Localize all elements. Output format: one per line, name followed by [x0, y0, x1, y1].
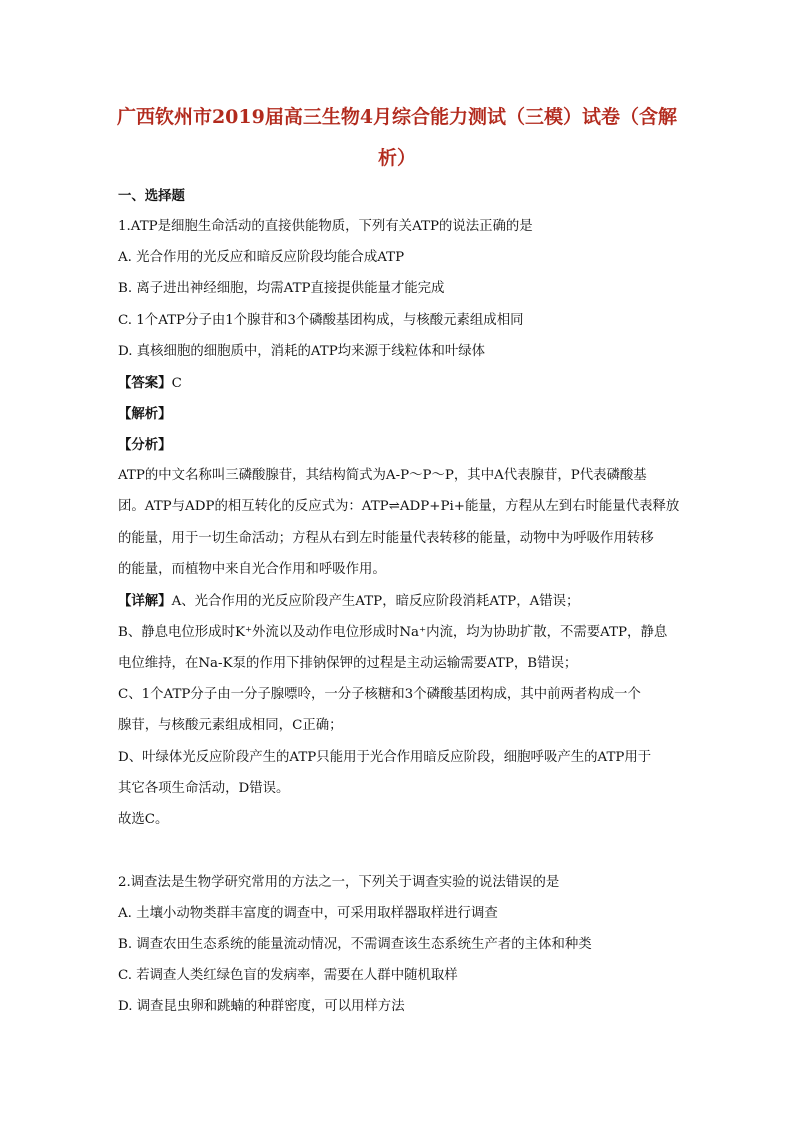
detail-first-text: A、光合作用的光反应阶段产生ATP，暗反应阶段消耗ATP，A错误；: [171, 594, 580, 609]
answer-label: 【答案】: [118, 375, 172, 391]
question-2-stem: 2.调查法是生物学研究常用的方法之一，下列关于调查实验的说法错误的是: [118, 875, 560, 890]
fenxi-line-1: ATP的中文名称叫三磷酸腺苷，其结构简式为A-P～P～P，其中A代表腺苷，P代表磷酸基: [118, 468, 647, 483]
fenxi-line-2: 团。ATP与ADP的相互转化的反应式为：ATP⇌ADP+Pi+能量，方程从左到右时能量代表释放: [118, 499, 680, 514]
detail-line-6: D、叶绿体光反应阶段产生的ATP只能用于光合作用暗反应阶段，细胞呼吸产生的ATP用于: [118, 750, 652, 765]
analysis-label: 【解析】: [118, 406, 172, 422]
detail-line-2: B、静息电位形成时K⁺外流以及动作电位形成时Na⁺内流，均为协助扩散，不需要ATP，静息: [118, 625, 668, 640]
detail-line-3: 电位维持，在Na-K泵的作用下排钠保钾的过程是主动运输需要ATP，B错误；: [118, 656, 578, 671]
question-1-option-c: C. 1个ATP分子由1个腺苷和3个磷酸基团构成，与核酸元素组成相同: [118, 313, 524, 328]
question-1-option-d: D. 真核细胞的细胞质中，消耗的ATP均来源于线粒体和叶绿体: [118, 344, 486, 359]
detail-line-7: 其它各项生命活动，D错误。: [118, 781, 290, 796]
question-2-option-b: B. 调查农田生态系统的能量流动情况，不需调查该生态系统生产者的主体和种类: [118, 937, 592, 952]
document-title-line-2: 析）: [377, 147, 416, 169]
detail-label: 【详解】: [118, 593, 172, 609]
fenxi-line-3: 的能量，用于一切生命活动；方程从右到左时能量代表转移的能量，动物中为呼吸作用转移: [118, 531, 654, 546]
document-title-line-1: 广西钦州市2019届高三生物4月综合能力测试（三模）试卷（含解: [116, 106, 678, 128]
question-2-option-a: A. 土壤小动物类群丰富度的调查中，可采用取样器取样进行调查: [118, 906, 498, 921]
detail-conclusion: 故选C。: [118, 812, 169, 827]
question-1-option-b: B. 离子进出神经细胞，均需ATP直接提供能量才能完成: [118, 281, 445, 296]
detail-line-5: 腺苷，与核酸元素组成相同，C正确；: [118, 718, 343, 733]
question-2-option-c: C. 若调查人类红绿色盲的发病率，需要在人群中随机取样: [118, 968, 458, 983]
section-heading: 一、选择题: [118, 188, 185, 204]
answer-line: [118, 374, 678, 393]
question-2-option-d: D. 调查昆虫卵和跳蝻的种群密度，可以用样方法: [118, 999, 405, 1014]
fenxi-line-4: 的能量，而植物中来自光合作用和呼吸作用。: [118, 562, 386, 577]
question-1-option-a: A. 光合作用的光反应和暗反应阶段均能合成ATP: [118, 250, 405, 265]
answer-value: C: [171, 376, 182, 391]
fenxi-label: 【分析】: [118, 437, 172, 453]
detail-line-4: C、1个ATP分子由一分子腺嘌呤，一分子核糖和3个磷酸基团构成，其中前两者构成一个: [118, 687, 641, 702]
detail-line-1: [118, 592, 678, 611]
question-1-stem: 1.ATP是细胞生命活动的直接供能物质，下列有关ATP的说法正确的是: [118, 219, 533, 234]
